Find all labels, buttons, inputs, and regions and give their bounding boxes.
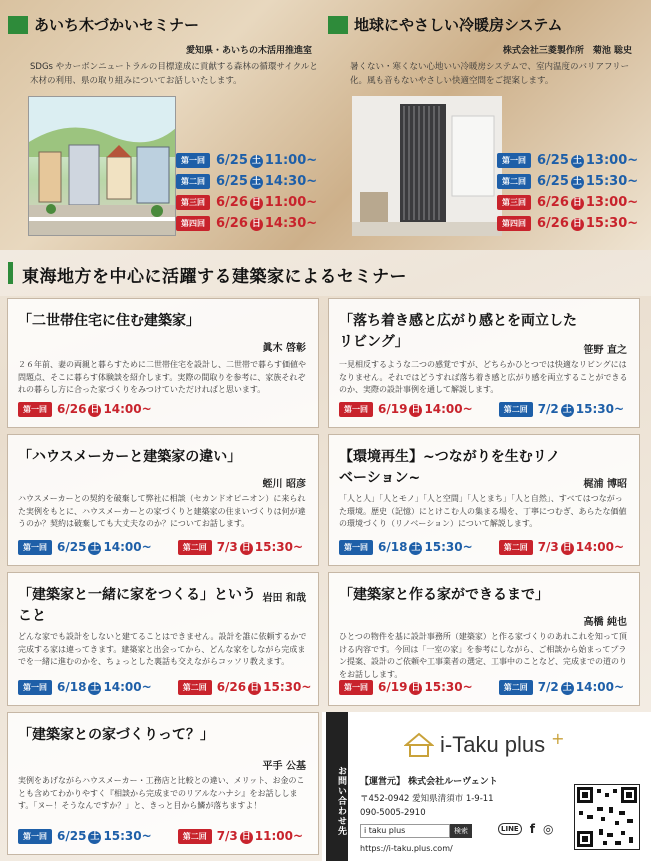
card-text: ひとつの物件を基に設計事務所（建築家）と作る家づくりのあれこれを知って頂ける内容です。今回は「一室の家」を参考にしながら、ご相談から始まってプラン提案、設計のご依頼や工事業者の選定、工事中のことなど、完成までの道のりをお話しします。 [339,632,627,679]
search-button[interactable]: 検索 [450,824,472,838]
session-date: 6/25 [57,829,87,843]
session-row [18,829,152,844]
session-badge: 第一回 [497,153,531,168]
weekday-icon: 土 [251,156,261,166]
session-row [18,402,152,417]
website-url[interactable]: https://i-taku.plus.com/ [360,844,453,853]
session-date: 7/3 [537,540,559,554]
session-time: 14:00~ [575,680,625,694]
weekday-icon: 日 [251,219,261,229]
card-text: ２６年前、妻の両親と暮らすために二世帯住宅を設計し、二世帯で暮らす価値や問題点、そこに暮らす体験談を紹介します。実際の間取りを参考に、家族それぞれの暮らし方に合った家づくりをみつけていただければと思います。 [18,360,306,394]
house-logo-icon [404,732,434,758]
address: 〒452-0942 愛知県清須市 1-9-11 [360,794,494,804]
session-row [499,540,624,555]
weekday-icon: 日 [411,405,421,415]
card-title: 「落ち着き感と広がり感とを両立したリビング」 [339,313,577,350]
session-time: 11:00~ [264,195,318,210]
session-date: 6/25 [537,153,569,168]
session-badge: 第一回 [339,402,373,417]
session-date: 6/26 [216,216,248,231]
session-date: 7/2 [537,680,559,694]
social-links [498,822,553,836]
weekday-icon: 土 [562,405,572,415]
weekday-icon: 日 [411,683,421,693]
session-time: 15:30~ [585,174,639,189]
seminar-wood [8,14,318,88]
session-row [176,213,326,234]
session-badge: 第二回 [178,680,212,695]
seminar-card [328,434,640,566]
session-time: 14:00~ [424,402,473,416]
session-time: 15:30~ [585,216,639,231]
session-time: 14:00~ [103,680,152,694]
seminar-title: 地球にやさしい冷暖房システム [354,16,563,34]
main-heading [0,250,651,296]
town-illustration [28,96,176,236]
session-row [18,540,152,555]
card-text: ハウスメーカーとの契約を破棄して弊社に相談（セカンドオピニオン）に来られた実例をもとに、ハウスメーカーとの家づくりと建築家の住まいづくりは何が違うのか？契約は破棄しても大丈夫なのか？についてお話します。 [18,494,306,528]
session-date: 7/2 [537,402,559,416]
session-date: 6/18 [57,680,87,694]
session-row [176,150,326,171]
card-title: 「建築家との家づくりって？」 [18,727,214,743]
instagram-icon[interactable]: ◎ [542,822,554,836]
search-input[interactable]: i taku plus [360,824,450,838]
session-badge: 第二回 [499,402,533,417]
card-schedule [339,402,624,417]
session-badge: 第二回 [499,540,533,555]
session-date: 6/25 [537,174,569,189]
session-badge: 第四回 [176,216,210,231]
seminar-aircon [328,14,638,88]
card-schedule [339,540,624,555]
card-schedule [18,402,152,417]
session-row [499,402,624,417]
weekday-icon: 土 [572,156,582,166]
session-badge: 第一回 [339,680,373,695]
weekday-icon: 土 [90,832,100,842]
weekday-icon: 土 [572,177,582,187]
schedule-aircon [497,150,647,234]
card-title: 「建築家と作る家ができるまで」 [339,587,549,603]
session-time: 14:00~ [103,402,152,416]
weekday-icon: 土 [90,543,100,553]
session-date: 6/18 [378,540,408,554]
qr-code [574,784,640,850]
session-row [176,171,326,192]
session-time: 11:00~ [264,153,318,168]
session-time: 15:30~ [103,829,152,843]
weekday-icon: 日 [251,198,261,208]
seminar-description: 暑くない・寒くない心地いい冷暖房システムで、室内温度のバリアフリー化。風も音もないやさしい快適空間をご提案します。 [350,62,630,86]
card-author: 梶浦 博昭 [583,479,627,490]
card-author: 笹野 直之 [583,345,627,356]
weekday-icon: 日 [572,198,582,208]
session-badge: 第二回 [178,829,212,844]
session-row [497,171,647,192]
seminar-presenter: 愛知県・あいちの木活用推進室 [185,46,312,56]
session-date: 6/26 [57,402,87,416]
weekday-icon: 日 [250,683,260,693]
session-row [178,829,303,844]
card-author: 高橋 純也 [583,617,627,628]
session-row [178,540,303,555]
session-badge: 第一回 [18,829,52,844]
town-illustration-icon [29,97,176,236]
session-date: 6/19 [378,402,408,416]
seminar-card [7,572,319,706]
session-time: 15:30~ [575,402,625,416]
plus-icon: + [551,728,565,748]
session-badge: 第一回 [18,540,52,555]
card-title: 「二世帯住宅に住む建築家」 [18,313,200,329]
card-author: 眞木 啓彰 [262,343,306,354]
session-time: 14:00~ [103,540,152,554]
session-row [339,680,473,695]
seminar-presenter: 株式会社三菱製作所 菊池 聡史 [502,46,632,56]
weekday-icon: 日 [241,832,251,842]
session-time: 15:30~ [424,680,473,694]
weekday-icon: 土 [251,177,261,187]
main-heading-title: 東海地方を中心に活躍する建築家によるセミナー [22,267,407,287]
session-badge: 第一回 [339,540,373,555]
contact-details [360,792,494,820]
seminar-card [7,712,319,855]
weekday-icon: 日 [90,405,100,415]
card-text: どんな家でも設計をしないと建てることはできません。設計を誰に依頼するかで完成する家は違ってきます。建築家と出会ってから、どんな家をしながら完成までを一緒に進むのかを、ちょっとした裏話も交えながらコッソリ教えます。 [18,632,307,666]
session-date: 6/26 [537,195,569,210]
green-mark-icon [328,16,348,34]
card-text: 実例をあげながらハウスメーカー・工務店と比較との違い、メリット、お金のことも含めてわかりやすく『相談から完成までのリアルなハナシ』をお話しします。「ヌー！そうなんですか？」と、きっと目から鱗が落ちますよ！ [18,776,305,810]
heading-bar [8,262,13,284]
card-text: 一見相反するような二つの感覚ですが、どちらかひとつでは快適なリビングにはなりません。それではどうすれば落ち着き感と広がり感を両立することができるのか、実際の設計事例を通して解説します。 [339,360,628,394]
card-schedule [18,680,311,695]
session-badge: 第三回 [176,195,210,210]
green-mark-icon [8,16,28,34]
session-date: 6/26 [537,216,569,231]
session-badge: 第一回 [176,153,210,168]
seminar-card [7,434,319,566]
weekday-icon: 土 [562,683,572,693]
session-date: 6/25 [216,153,248,168]
session-date: 6/25 [216,174,248,189]
session-time: 14:30~ [264,216,318,231]
session-badge: 第三回 [497,195,531,210]
weekday-icon: 日 [562,543,572,553]
contact-label: お問い合わせ先 [326,712,348,861]
session-badge: 第一回 [18,402,52,417]
session-date: 6/26 [216,680,247,694]
card-schedule [18,540,303,555]
session-time: 15:30~ [254,540,304,554]
weekday-icon: 日 [572,219,582,229]
seminar-card [328,298,640,428]
card-text: 「人と人」「人とモノ」「人と空間」「人とまち」「人と自然」、すべてはつながった環境。歴史（記憶）にとけこむ人の集まる場を、丁寧につむぎ、あらたな価値の環境づくり（リノベーション）について解説します。 [339,494,627,528]
card-schedule [339,680,624,695]
session-time: 14:30~ [264,174,318,189]
session-time: 15:30~ [263,680,312,694]
interior-photo [352,96,502,236]
session-badge: 第四回 [497,216,531,231]
seminar-card [7,298,319,428]
interior-photo-icon [352,96,502,236]
session-badge: 第一回 [18,680,52,695]
card-author: 岩田 和哉 [262,593,306,604]
session-badge: 第二回 [176,174,210,189]
session-row [499,680,624,695]
line-icon[interactable]: LINE [498,823,522,835]
weekday-icon: 土 [90,683,100,693]
session-badge: 第二回 [178,540,212,555]
brand-logo [404,728,565,758]
card-title: 【環境再生】~つながりを生むリノベーション~ [339,449,561,486]
facebook-icon[interactable]: f [529,822,535,836]
seminar-title: あいち木づかいセミナー [34,16,200,34]
session-time: 13:00~ [585,153,639,168]
session-time: 15:30~ [424,540,473,554]
weekday-icon: 土 [411,543,421,553]
card-author: 平手 公基 [262,761,306,772]
phone: 090-5005-2910 [360,808,426,818]
seminar-card [328,572,640,706]
card-title: 「ハウスメーカーと建築家の違い」 [18,449,242,465]
session-date: 7/3 [216,829,238,843]
session-row [178,680,312,695]
session-row [176,192,326,213]
session-row [497,213,647,234]
schedule-wood [176,150,326,234]
qr-code-icon [575,785,639,849]
session-badge: 第二回 [499,680,533,695]
session-row [339,540,473,555]
top-section [0,0,651,250]
session-date: 7/3 [216,540,238,554]
contact-panel [322,712,651,861]
session-row [339,402,473,417]
session-row [497,192,647,213]
search-box [360,824,472,838]
session-time: 14:00~ [575,540,625,554]
session-row [497,150,647,171]
operator: 【運営元】 株式会社ルーヴェント [360,777,498,787]
logo-text: i-Taku plus [440,732,546,757]
seminar-description: SDGs やカーボンニュートラルの目標達成に貢献する森林の循環サイクルと木材の利用、県の取り組みについてお話しいたします。 [30,62,318,86]
session-row [18,680,152,695]
session-date: 6/19 [378,680,408,694]
session-time: 13:00~ [585,195,639,210]
session-badge: 第二回 [497,174,531,189]
card-title: 「建築家と一緒に家をつくる」ということ [18,587,256,624]
session-date: 6/26 [216,195,248,210]
session-date: 6/25 [57,540,87,554]
card-author: 蛭川 昭彦 [262,479,306,490]
card-schedule [18,829,303,844]
session-time: 11:00~ [254,829,304,843]
weekday-icon: 日 [241,543,251,553]
